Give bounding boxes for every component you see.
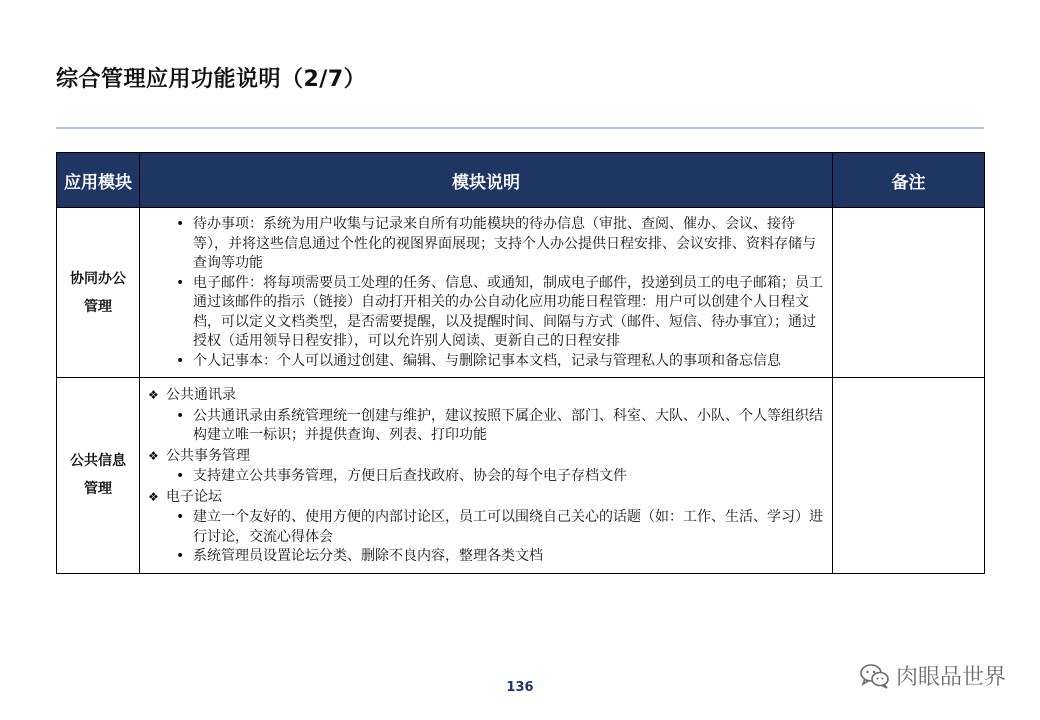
bullet-list (148, 467, 824, 487)
list-item (176, 274, 824, 352)
list-item (176, 547, 824, 567)
module-name-line: 管理 (84, 298, 112, 315)
list-item (176, 215, 824, 274)
bullet-icon: • (176, 352, 185, 369)
section-heading-text: 公共事务管理 (166, 447, 250, 464)
module-name-cell (57, 208, 140, 378)
diamond-bullet-icon: ❖ (148, 388, 159, 402)
module-name-line: 协同办公 (70, 270, 126, 287)
module-description-cell (140, 378, 833, 574)
bullet-text: 公共通讯录由系统管理统一创建与维护，建议按照下属企业、部门、科室、大队、小队、个人等组织结构建立唯一标识；并提供查询、列表、打印功能 (193, 407, 823, 443)
bullet-list (148, 407, 824, 446)
watermark (860, 660, 1006, 691)
bullet-text: 个人记事本：个人可以通过创建、编辑、与删除记事本文档，记录与管理私人的事项和备忘信息 (193, 352, 781, 369)
bullet-icon: • (176, 274, 185, 291)
section-heading (148, 488, 824, 508)
bullet-text: 电子邮件：将每项需要员工处理的任务、信息、或通知，制成电子邮件，投递到员工的电子邮箱；员工通过该邮件的指示（链接）自动打开相关的办公自动化应用功能日程管理：用户可以创建个人日程文档，可以定义文档类型，是否需要提醒，以及提醒时间、间隔与方式（邮件、短信、待办事宜）；通过授权（适用领导日程安排），可以允许别人阅读、更新自己的日程安排 (193, 274, 823, 349)
bullet-text: 建立一个友好的、使用方便的内部讨论区，员工可以围绕自己关心的话题（如：工作、生活、学习）进行讨论，交流心得体会 (193, 509, 823, 545)
list-item (176, 407, 824, 446)
page-number: 136 (506, 680, 534, 695)
module-name-cell (57, 378, 140, 574)
bullet-list (148, 215, 824, 371)
module-description-cell (140, 208, 833, 378)
module-name-line: 管理 (84, 481, 112, 498)
note-cell (833, 378, 985, 574)
diamond-bullet-icon: ❖ (148, 489, 159, 504)
function-table (56, 152, 985, 574)
watermark-text: 肉眼品世界 (895, 665, 1006, 690)
bullet-text: 系统管理员设置论坛分类、删除不良内容，整理各类文档 (193, 548, 543, 564)
diamond-bullet-icon: ❖ (148, 448, 159, 463)
module-name-line: 公共信息 (70, 453, 126, 470)
section-heading (148, 447, 824, 467)
table-header-row (57, 153, 985, 208)
header-note: 备注 (833, 153, 985, 208)
header-description: 模块说明 (140, 153, 833, 208)
bullet-text: 支持建立公共事务管理，方便日后查找政府、协会的每个电子存档文件 (193, 468, 627, 484)
section-heading-text: 电子论坛 (166, 488, 222, 505)
list-item (176, 508, 824, 547)
note-cell (833, 208, 985, 378)
list-item (176, 467, 824, 487)
title-divider (56, 127, 984, 129)
bullet-icon: • (176, 407, 185, 424)
list-item (176, 352, 824, 372)
bullet-list (148, 508, 824, 567)
header-module: 应用模块 (57, 153, 140, 208)
table-row (57, 378, 985, 574)
bullet-icon: • (176, 468, 185, 484)
section-heading (148, 386, 824, 406)
bullet-icon: • (176, 548, 185, 564)
bullet-icon: • (176, 509, 185, 525)
wechat-icon (860, 663, 890, 689)
bullet-text: 待办事项：系统为用户收集与记录来自所有功能模块的待办信息（审批、查阅、催办、会议、接待等），并将这些信息通过个性化的视图界面展现；支持个人办公提供日程安排、会议安排、资料存储与查询等功能 (193, 216, 816, 271)
page-title: 综合管理应用功能说明（2/7） (56, 67, 367, 92)
table-row (57, 208, 985, 378)
bullet-icon: • (176, 216, 185, 232)
section-heading-text: 公共通讯录 (166, 387, 236, 403)
